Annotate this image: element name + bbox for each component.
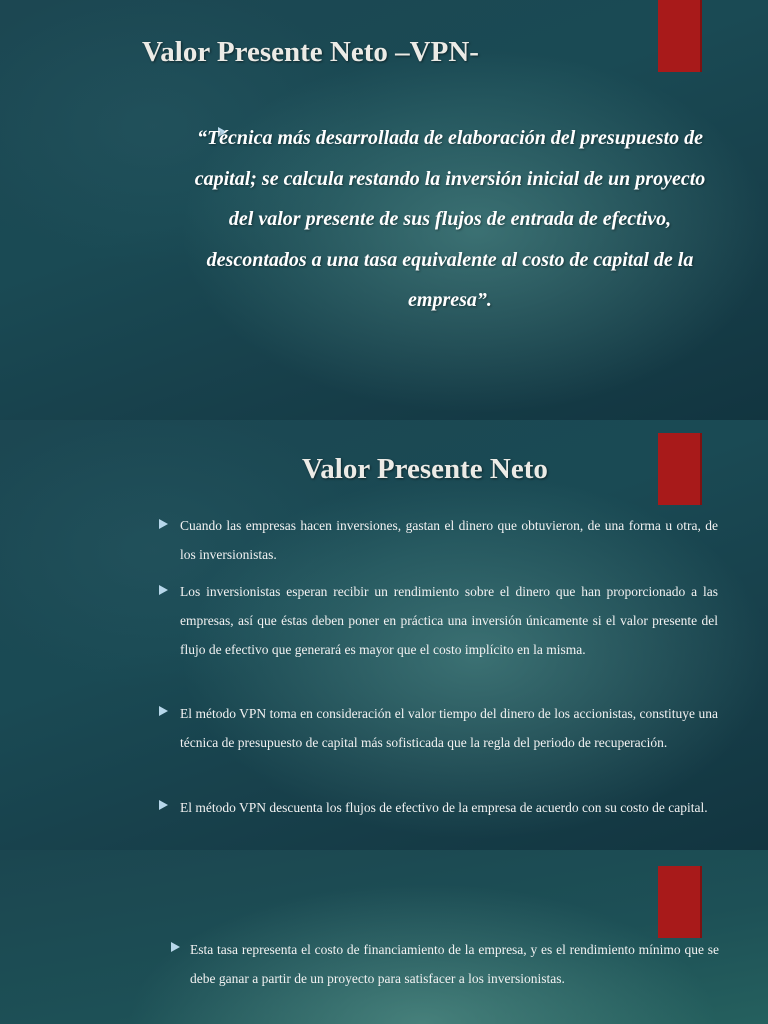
bullet-text: Cuando las empresas hacen inversiones, gastan el dinero que obtuvieron, de una forma u otra, de los inversionistas. bbox=[180, 518, 718, 562]
slide-2 bbox=[0, 420, 768, 850]
bullet-text: El método VPN toma en consideración el valor tiempo del dinero de los accionistas, constituye una técnica de presupuesto de capital más sofisticada que la regla del periodo de recuperación. bbox=[180, 706, 718, 750]
bullet-arrow-icon bbox=[159, 519, 168, 529]
slide-title: Valor Presente Neto bbox=[302, 453, 548, 485]
bullet-text: Esta tasa representa el costo de financiamiento de la empresa, y es el rendimiento mínimo que se debe ganar a partir de un proyecto para satisfacer a los inversionistas. bbox=[190, 942, 719, 986]
bullet-arrow-icon bbox=[159, 706, 168, 716]
bullet-text: El método VPN descuenta los flujos de efectivo de la empresa de acuerdo con su costo de capital. bbox=[180, 800, 708, 815]
slide-3 bbox=[0, 850, 768, 1024]
red-accent-bar bbox=[658, 433, 702, 505]
red-accent-bar bbox=[658, 866, 702, 938]
slide-title: Valor Presente Neto –VPN- bbox=[142, 36, 479, 68]
bullet-arrow-icon bbox=[171, 942, 180, 952]
bullet-arrow-icon bbox=[159, 585, 168, 595]
slide-1 bbox=[0, 0, 768, 420]
bullet-text: Los inversionistas esperan recibir un rendimiento sobre el dinero que han proporcionado a las empresas, así que éstas deben poner en práctica una inversión únicamente si el valor presente del flujo de efectivo que generará es mayor que el costo implícito en la misma. bbox=[180, 584, 718, 657]
definition-quote: “Técnica más desarrollada de elaboración del presupuesto de capital; se calcula restando la inversión inicial de un proyecto del valor presente de sus flujos de entrada de efectivo, descontados a una tasa equivalente al costo de capital de la empresa”. bbox=[194, 127, 706, 311]
red-accent-bar bbox=[658, 0, 702, 72]
bullet-arrow-icon bbox=[159, 800, 168, 810]
